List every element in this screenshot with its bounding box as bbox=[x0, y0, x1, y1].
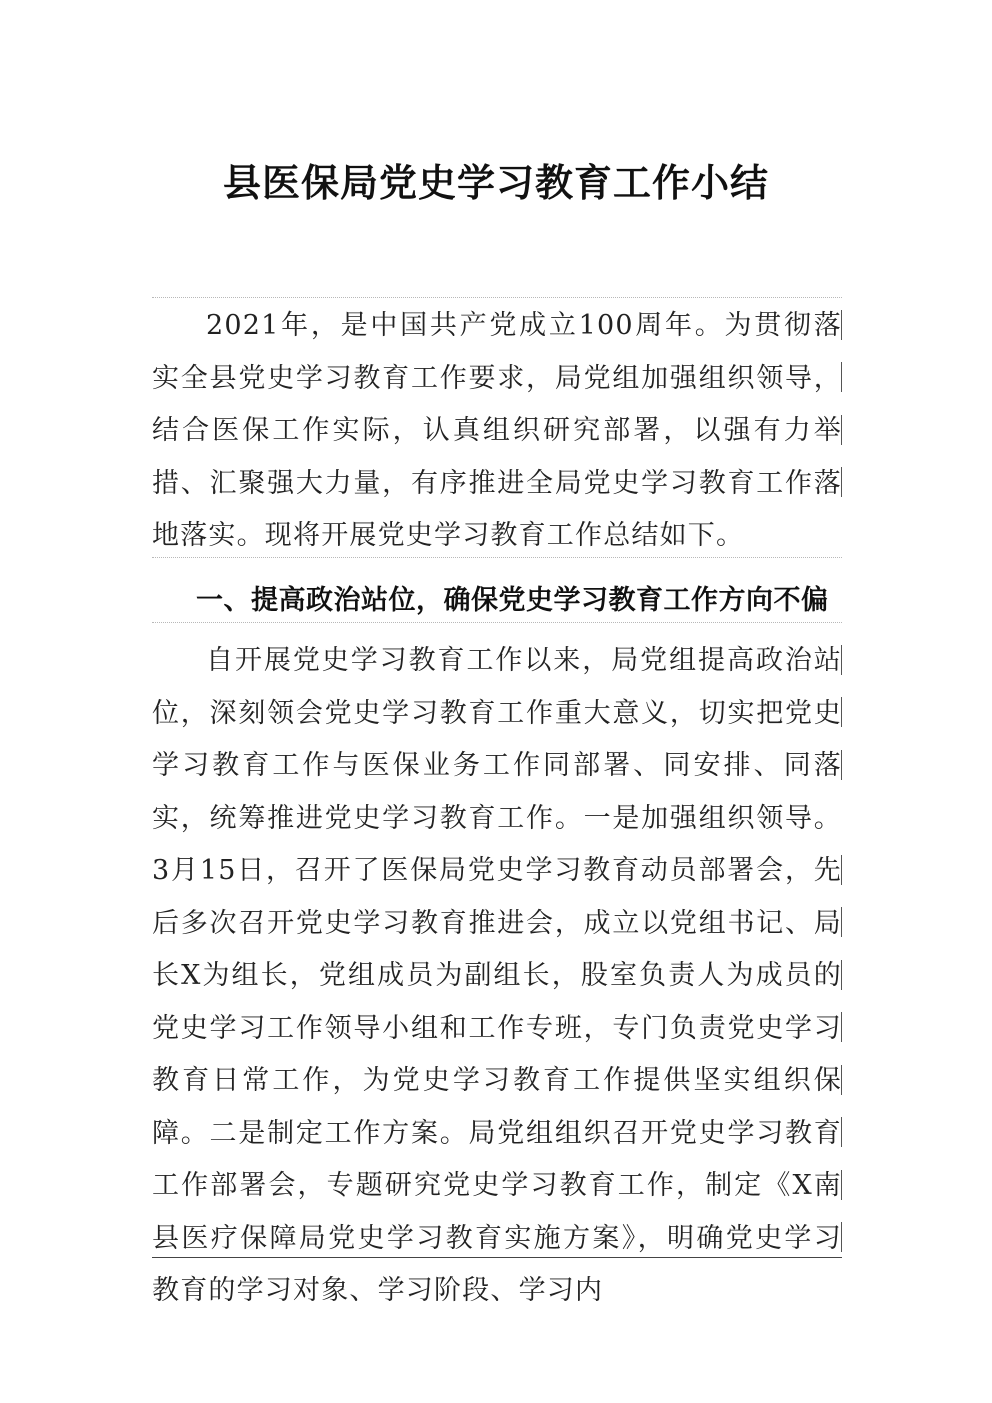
intro-paragraph: 2021年，是中国共产党成立100周年。为贯彻落实全县党史学习教育工作要求，局党组加强组织领导，结合医保工作实际，认真组织研究部署，以强有力举措、汇聚强大力量，有序推进全局党史学习教育工作落地落实。现将开展党史学习教育工作总结如下。 bbox=[152, 310, 842, 551]
margin-marker bbox=[841, 1065, 842, 1095]
page-bottom-rule bbox=[152, 1257, 842, 1258]
margin-marker bbox=[841, 467, 842, 497]
margin-marker bbox=[841, 697, 842, 727]
divider bbox=[152, 297, 842, 298]
margin-marker bbox=[841, 1117, 842, 1147]
margin-marker bbox=[841, 855, 842, 885]
document-title: 县医保局党史学习教育工作小结 bbox=[222, 160, 769, 205]
margin-marker bbox=[841, 750, 842, 780]
margin-marker bbox=[841, 907, 842, 937]
margin-marker bbox=[841, 1012, 842, 1042]
margin-marker bbox=[841, 362, 842, 392]
margin-marker bbox=[841, 310, 842, 340]
section-body-paragraph: 自开展党史学习教育工作以来，局党组提高政治站位，深刻领会党史学习教育工作重大意义，切实把党史学习教育工作与医保业务工作同部署、同安排、同落实，统筹推进党史学习教育工作。一是加强组织领导。3月15日，召开了医保局党史学习教育动员部署会，先后多次召开党史学习教育推进会，成立以党组书记、局长X为组长，党组成员为副组长，股室负责人为成员的党史学习工作领导小组和工作专班，专门负责党史学习教育日常工作，为党史学习教育工作提供坚实组织保障。二是制定工作方案。局党组组织召开党史学习教育工作部署会，专题研究党史学习教育工作，制定《X南县医疗保障局党史学习教育实施方案》，明确党史学习教育的学习对象、学习阶段、学习内 bbox=[152, 645, 842, 1306]
margin-marker bbox=[841, 645, 842, 675]
margin-marker bbox=[841, 960, 842, 990]
margin-marker bbox=[841, 415, 842, 445]
margin-marker bbox=[841, 1222, 842, 1252]
divider bbox=[152, 622, 842, 623]
margin-marker bbox=[841, 1170, 842, 1200]
divider bbox=[152, 557, 842, 558]
section-heading: 一、提高政治站位，确保党史学习教育工作方向不偏 bbox=[196, 585, 829, 616]
